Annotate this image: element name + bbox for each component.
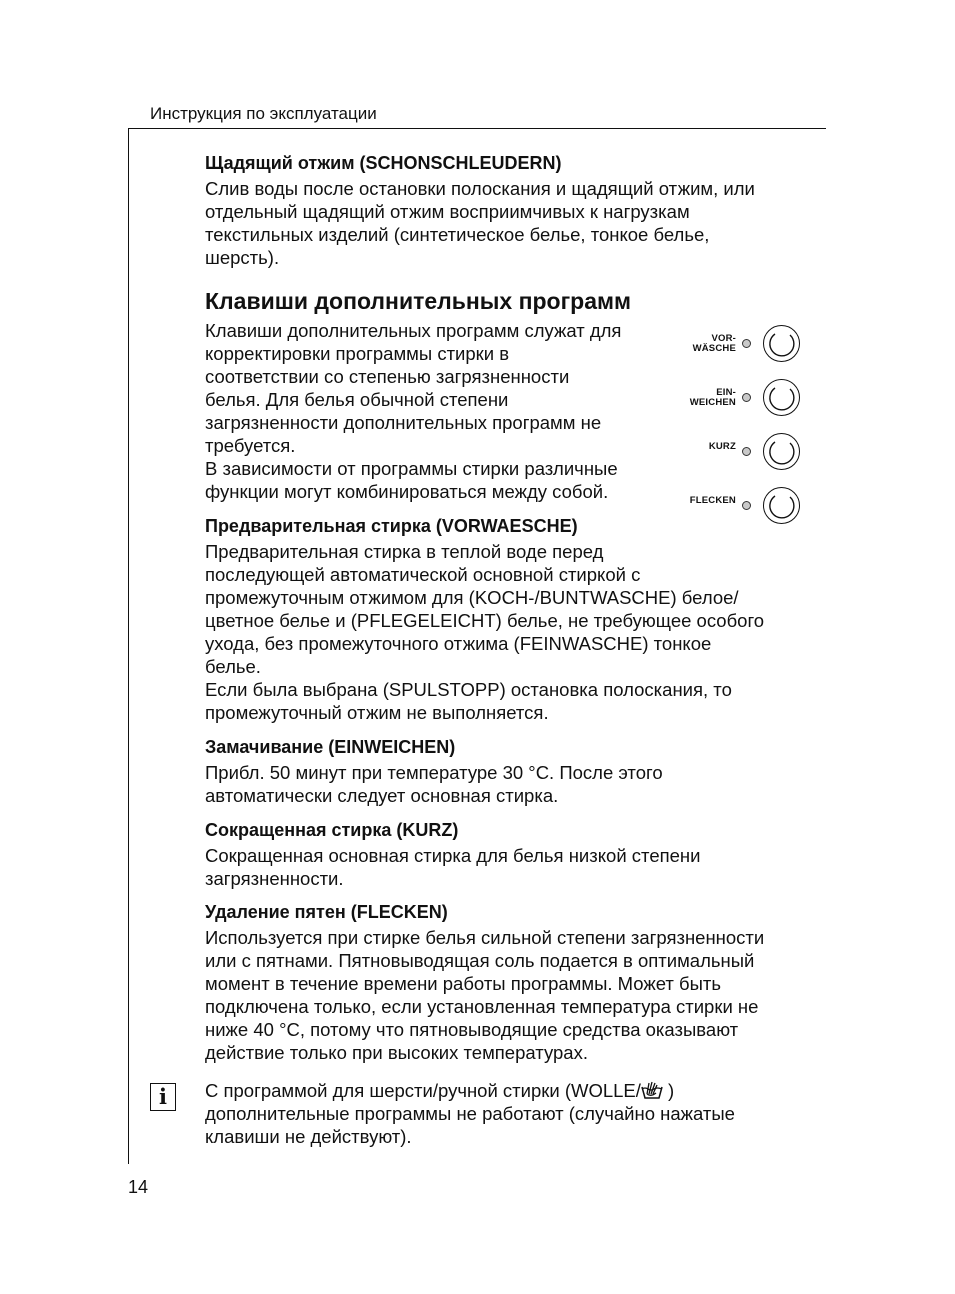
key-row-vorwaesche [660, 325, 810, 365]
soak-section [205, 736, 805, 807]
header-rule [128, 128, 826, 129]
key-label-vorwaesche [666, 334, 736, 354]
note-text-rest: дополнительные программы не работают (случайно нажатые клавиши не действуют). [205, 1103, 735, 1147]
key-label-line1: EIN- [716, 387, 736, 398]
key-row-einweichen [660, 379, 810, 419]
prewash-heading: Предварительная стирка (VORWAESCHE) [205, 516, 578, 536]
short-wash-text: Сокращенная основная стирка для белья низкой степени загрязненности. [205, 845, 701, 889]
page-number: 14 [128, 1177, 149, 1197]
info-icon [150, 1083, 176, 1111]
margin-rule [128, 128, 129, 1164]
gentle-spin-heading: Щадящий отжим (SCHONSCHLEUDERN) [205, 153, 562, 173]
key-label-flecken [666, 496, 736, 506]
indicator-led [742, 393, 751, 402]
key-label-einweichen [666, 388, 736, 408]
soak-heading: Замачивание (EINWEICHEN) [205, 737, 456, 757]
button-arc-icon [764, 434, 801, 471]
prewash-section [205, 515, 805, 724]
gentle-spin-text: Слив воды после остановки полоскания и щадящий отжим, или отдельный щадящий отжим восприимчивых к нагрузкам текстильных изделий (синтетическое белье, тонкое белье, шерсть). [205, 178, 755, 268]
key-label-kurz [666, 442, 736, 452]
einweichen-button[interactable] [763, 379, 800, 416]
kurz-button[interactable] [763, 433, 800, 470]
option-keys-panel [660, 322, 810, 532]
stain-removal-heading: Удаление пятен (FLECKEN) [205, 902, 448, 922]
key-row-kurz [660, 433, 810, 473]
hand-wash-icon [641, 1080, 663, 1100]
key-label-line1: VOR- [711, 333, 736, 344]
vorwaesche-button[interactable] [763, 325, 800, 362]
stain-removal-section [205, 901, 805, 1064]
gentle-spin-section [205, 152, 805, 269]
short-wash-heading: Сокращенная стирка (KURZ) [205, 820, 459, 840]
key-label-line2: FLECKEN [689, 495, 736, 506]
note-text-close: ) [662, 1080, 675, 1101]
info-icon-letter: i [159, 1084, 167, 1109]
note-section [205, 1079, 805, 1148]
additional-programs-heading: Клавиши дополнительных программ [205, 288, 632, 314]
key-label-line2: WÄSCHE [692, 343, 736, 354]
indicator-led [742, 501, 751, 510]
note-text-start: С программой для шерсти/ручной стирки (WOLLE/ [205, 1080, 641, 1101]
prewash-text: Предварительная стирка в теплой воде перед последующей автоматической основной стиркой с промежуточным отжимом для (KOCH-/BUNTWASCHE) белое/ цветное белье и (PFLEGELEICHT) белье, не требующее особого ухода, без промежуточного отжима (FEINWASCHE) тонкое белье. Если была выбрана (SPULSTOPP) остановка полоскания, то промежуточный отжим не выполняется. [205, 541, 765, 723]
button-arc-icon [764, 380, 801, 417]
button-arc-icon [764, 326, 801, 363]
additional-programs-text: Клавиши дополнительных программ служат для корректировки программы стирки в соответствии со степенью загрязненности белья. Для белья обычной степени загрязненности дополнительных программ не требуется. В зависимости от программы стирки различные функции могут комбинироваться между собой. [205, 320, 622, 502]
note-text [205, 1079, 805, 1102]
soak-text: Прибл. 50 минут при температуре 30 °С. После этого автоматически следует основная стирка. [205, 762, 663, 806]
stain-removal-text: Используется при стирке белья сильной степени загрязненности или с пятнами. Пятновыводящая соль подается в оптимальный момент в течение времени работы программы. Может быть подключена только, если установленная температура стирки не ниже 40 °С, потому что пятновыводящие средства оказывают действие только при высоких температурах. [205, 927, 765, 1063]
short-wash-section [205, 819, 805, 890]
indicator-led [742, 447, 751, 456]
running-header: Инструкция по эксплуатации [150, 104, 377, 123]
key-label-line2: KURZ [708, 441, 736, 452]
indicator-led [742, 339, 751, 348]
key-label-line2: WEICHEN [689, 397, 736, 408]
